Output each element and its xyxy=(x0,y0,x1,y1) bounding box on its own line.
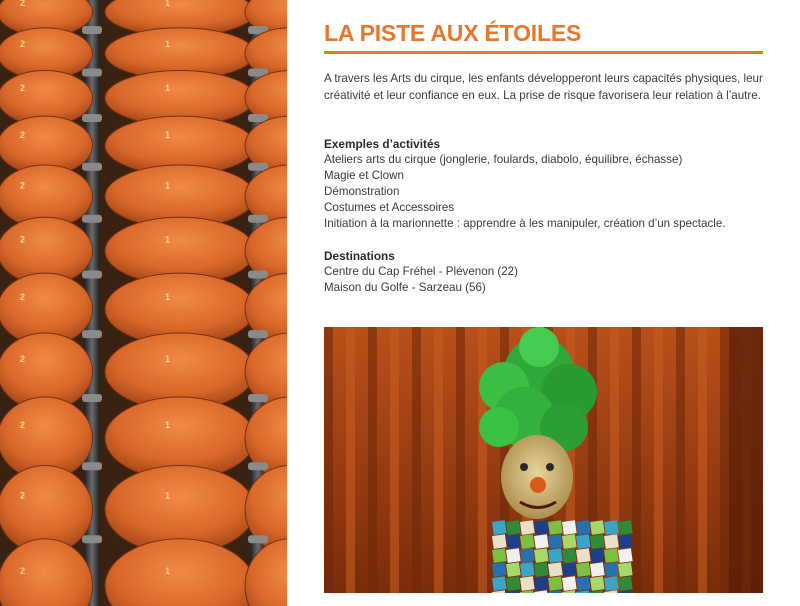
seat-number: 2 xyxy=(20,353,26,364)
costume-patch xyxy=(506,520,521,535)
costume-patch xyxy=(590,534,605,549)
costume-patch xyxy=(534,534,549,549)
armrest xyxy=(82,330,102,338)
curtain-fold xyxy=(720,327,729,593)
costume-patch xyxy=(590,562,605,577)
activity-item: Costumes et Accessoires xyxy=(324,201,455,214)
costume-patch xyxy=(506,548,521,563)
clown-puppet-photo xyxy=(324,327,763,593)
costume-patch xyxy=(576,576,591,591)
activity-item: Démonstration xyxy=(324,185,400,198)
costume-patch xyxy=(562,520,577,535)
seat-number: 1 xyxy=(165,353,171,364)
armrest xyxy=(82,462,102,470)
seat-number: 2 xyxy=(20,490,26,501)
costume-patch xyxy=(604,548,619,563)
costume-patch xyxy=(520,520,535,535)
curtain-fold xyxy=(654,327,663,593)
costume-patch xyxy=(590,520,605,535)
costume-patch xyxy=(520,576,535,591)
costume-patch xyxy=(492,562,507,577)
activities-heading: Exemples d’activités xyxy=(324,137,441,151)
armrest xyxy=(82,394,102,402)
armrest xyxy=(248,462,268,470)
costume-patch xyxy=(520,534,535,549)
costume-patch xyxy=(604,562,619,577)
costume-patch xyxy=(576,548,591,563)
curtain-fold xyxy=(346,327,355,593)
armrest xyxy=(82,215,102,223)
armrest xyxy=(82,271,102,279)
seat-number: 1 xyxy=(165,130,171,141)
destinations-list xyxy=(324,264,518,296)
costume-patch xyxy=(618,562,633,577)
curtain-fold xyxy=(390,327,399,593)
activity-item: Ateliers arts du cirque (jonglerie, foulards, diabolo, équilibre, échasse) xyxy=(324,153,683,166)
seat-number: 2 xyxy=(20,566,26,577)
costume-patch xyxy=(618,534,633,549)
seat-number: 1 xyxy=(165,490,171,501)
armrest xyxy=(248,535,268,543)
destination-item: Maison du Golfe - Sarzeau (56) xyxy=(324,281,486,294)
armrest xyxy=(82,114,102,122)
costume-patch xyxy=(492,534,507,549)
curtain-fold xyxy=(324,327,333,593)
armrest xyxy=(82,69,102,77)
costume-patch xyxy=(618,576,633,591)
armrest xyxy=(248,215,268,223)
theater-seats-image xyxy=(0,0,287,606)
costume-patch xyxy=(604,520,619,535)
seat-number: 2 xyxy=(20,419,26,430)
armrest xyxy=(82,535,102,543)
costume-patch xyxy=(492,520,507,535)
seat-number: 1 xyxy=(165,0,171,8)
activity-item: Magie et Clown xyxy=(324,169,404,182)
armrest xyxy=(82,26,102,34)
costume-patch xyxy=(562,576,577,591)
costume-patch xyxy=(604,534,619,549)
curtain-fold xyxy=(478,327,487,593)
curtain-fold xyxy=(676,327,685,593)
intro-paragraph: A travers les Arts du cirque, les enfants développeront leurs capacités physiques, leur créativité et leur confiance en eux. La prise de risque favorisera leur relation à l’autre. xyxy=(324,72,763,102)
costume-patch xyxy=(548,534,563,549)
costume-patch xyxy=(548,576,563,591)
costume-patch xyxy=(506,576,521,591)
seat-number: 2 xyxy=(20,130,26,141)
curtain-fold xyxy=(434,327,443,593)
costume-patch xyxy=(520,548,535,563)
seat-number: 2 xyxy=(20,292,26,303)
seat-number: 1 xyxy=(165,419,171,430)
seat-number: 2 xyxy=(20,39,26,50)
costume-patch xyxy=(534,520,549,535)
armrest xyxy=(248,271,268,279)
clown-puppet-image xyxy=(324,327,763,593)
costume-patch xyxy=(548,520,563,535)
seat-number: 1 xyxy=(165,292,171,303)
costume-patch xyxy=(576,534,591,549)
curtain-fold xyxy=(632,327,641,593)
costume-patch xyxy=(576,562,591,577)
costume-patch xyxy=(506,534,521,549)
seat-number: 2 xyxy=(20,83,26,94)
armrest xyxy=(248,330,268,338)
seat-number: 1 xyxy=(165,234,171,245)
curtain-fold xyxy=(456,327,465,593)
activity-item: Initiation à la marionnette : apprendre à les manipuler, création d’un spectacle. xyxy=(324,217,726,230)
theater-seats-photo xyxy=(0,0,287,606)
costume-patch xyxy=(562,562,577,577)
seat-number: 1 xyxy=(165,180,171,191)
costume-patch xyxy=(520,562,535,577)
costume-patch xyxy=(576,520,591,535)
armrest xyxy=(248,163,268,171)
curtain-fold xyxy=(412,327,421,593)
activities-list xyxy=(324,152,726,232)
seat-number: 1 xyxy=(165,566,171,577)
destinations-heading: Destinations xyxy=(324,249,395,263)
armrest xyxy=(248,394,268,402)
costume-patch xyxy=(534,562,549,577)
costume-patch xyxy=(618,520,633,535)
costume-patch xyxy=(548,562,563,577)
seat-number: 2 xyxy=(20,180,26,191)
seat-number: 1 xyxy=(165,39,171,50)
costume-patch xyxy=(562,548,577,563)
costume-patch xyxy=(590,548,605,563)
costume-patch xyxy=(492,548,507,563)
armrest xyxy=(82,163,102,171)
page-title: LA PISTE AUX ÉTOILES xyxy=(324,20,582,46)
costume-patch xyxy=(506,562,521,577)
title-underline xyxy=(324,51,763,54)
costume-patch xyxy=(534,548,549,563)
destination-item: Centre du Cap Fréhel - Plévenon (22) xyxy=(324,265,518,278)
clown-nose xyxy=(530,477,546,493)
seat-number: 1 xyxy=(165,83,171,94)
costume-patch xyxy=(618,548,633,563)
curtain-fold xyxy=(698,327,707,593)
costume-patch xyxy=(492,576,507,591)
costume-patch xyxy=(534,576,549,591)
seat-number: 2 xyxy=(20,0,26,8)
costume-patch xyxy=(604,576,619,591)
costume-patch xyxy=(548,548,563,563)
costume-patch xyxy=(590,576,605,591)
curtain-fold xyxy=(368,327,377,593)
seat-number: 2 xyxy=(20,234,26,245)
costume-patch xyxy=(562,534,577,549)
